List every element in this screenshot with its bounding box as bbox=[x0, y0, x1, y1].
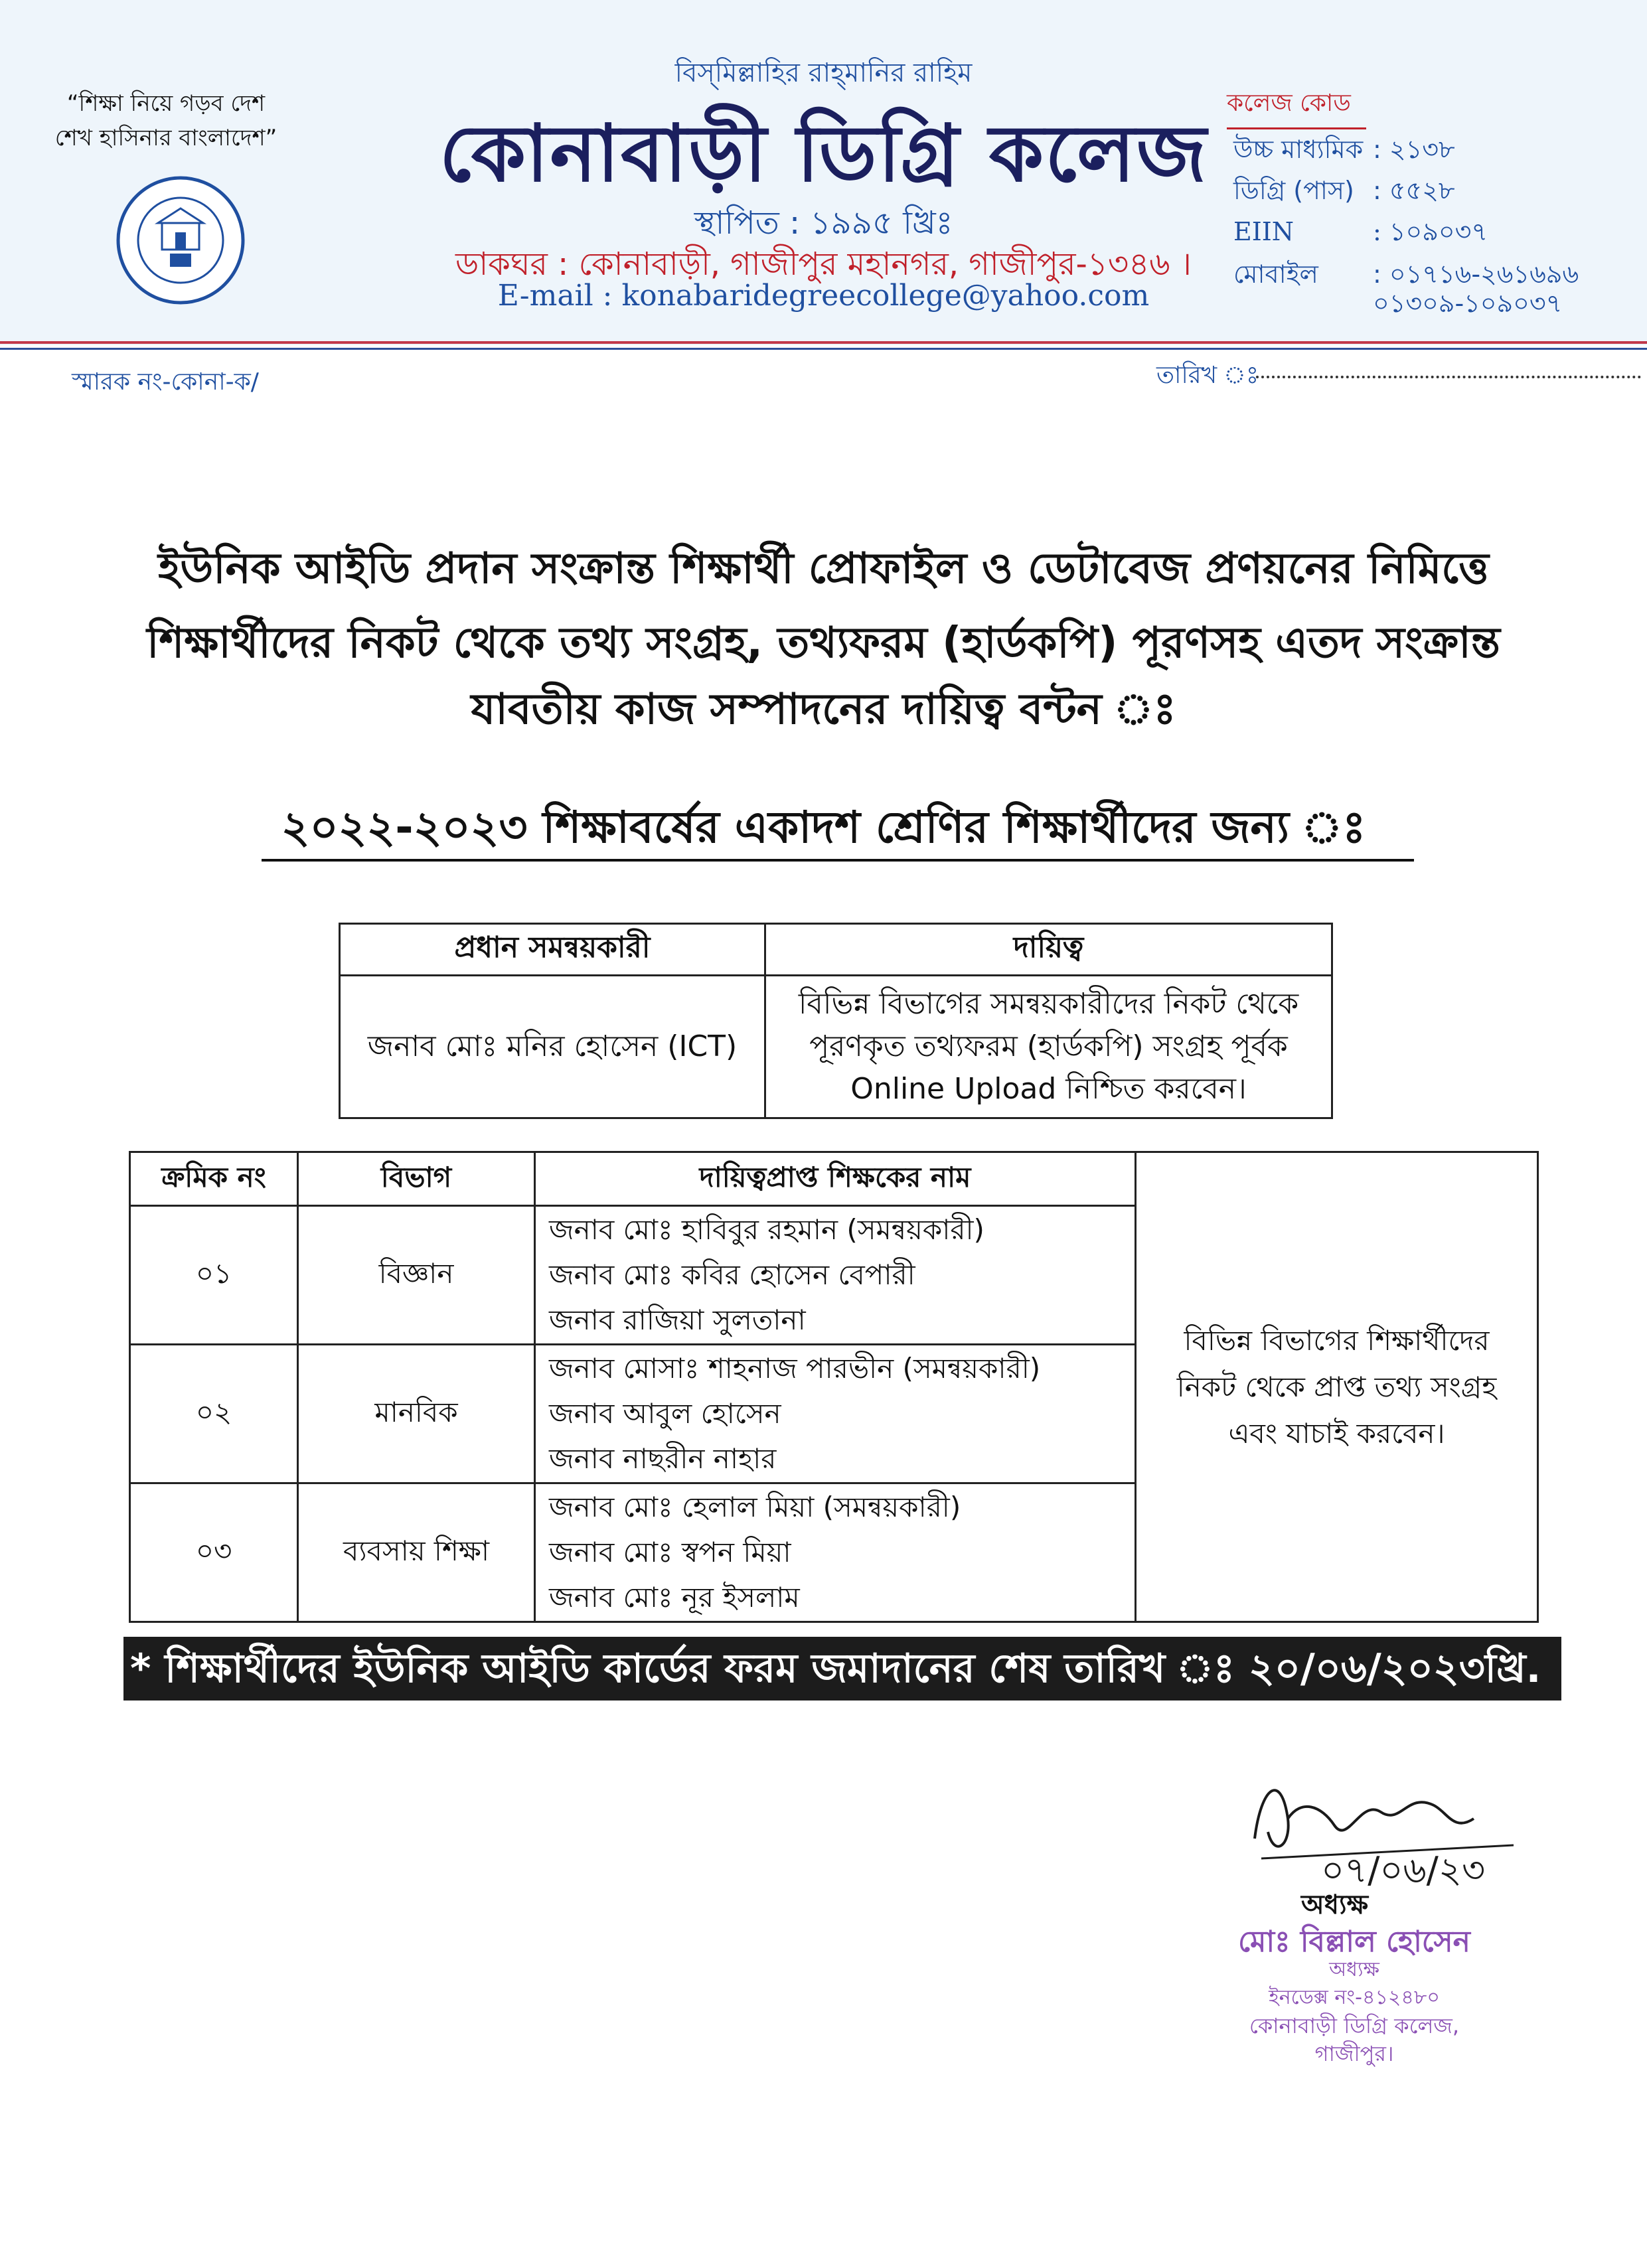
motto-line-2: শেখ হাসিনার বাংলাদেশ” bbox=[54, 125, 277, 151]
code-value: : ৫৫২৮ bbox=[1373, 176, 1455, 205]
college-codes-title: কলেজ কোড bbox=[1227, 85, 1366, 129]
teachers-cell bbox=[535, 1345, 1136, 1483]
duty-line: বিভিন্ন বিভাগের শিক্ষার্থীদের bbox=[1184, 1323, 1490, 1357]
college-logo bbox=[114, 174, 247, 307]
seal-title: অধ্যক্ষ bbox=[1329, 1958, 1379, 1981]
handwritten-date: ০৭/০৬/২৩ bbox=[1321, 1849, 1486, 1891]
coordinator-header: প্রধান সমন্বয়কারী bbox=[340, 924, 765, 976]
code-value: : ০১৭১৬-২৬১৬৯৬ bbox=[1373, 260, 1579, 289]
deadline-note: * শিক্ষার্থীদের ইউনিক আইডি কার্ডের ফরম জমাদানের শেষ তারিখ ঃ ২০/০৬/২০২৩খ্রি. bbox=[123, 1637, 1561, 1701]
teachers-cell bbox=[535, 1206, 1136, 1345]
postal-address: ডাকঘর : কোনাবাড়ী, গাজীপুর মহানগর, গাজীপুর-১৩৪৬ । bbox=[455, 246, 1192, 283]
department-duty bbox=[1136, 1152, 1538, 1622]
coordinator-table bbox=[339, 923, 1333, 1119]
subheading: ২০২২-২০২৩ শিক্ষাবর্ষের একাদশ শ্রেণির শিক্ষার্থীদের জন্য ঃ bbox=[281, 802, 1366, 853]
department-cell: মানবিক bbox=[298, 1345, 535, 1483]
duty-header: দায়িত্ব bbox=[765, 924, 1332, 976]
memo-number: স্মারক নং-কোনা-ক/ bbox=[72, 368, 259, 396]
college-name: কোনাবাড়ী ডিগ্রি কলেজ bbox=[439, 108, 1208, 199]
motto bbox=[40, 86, 292, 155]
teacher-name: জনাব মোঃ হাবিবুর রহমান (সমন্বয়কারী) bbox=[549, 1213, 984, 1246]
subheading-underline bbox=[262, 859, 1414, 862]
teacher-name: জনাব মোঃ নূর ইসলাম bbox=[549, 1581, 800, 1614]
seal-index: ইনডেক্স নং-৪১২৪৮০ bbox=[1269, 1986, 1440, 2009]
date-label: তারিখ ঃ bbox=[1156, 362, 1259, 389]
motto-line-1: “শিক্ষা নিয়ে গড়ব দেশ bbox=[66, 90, 266, 117]
teacher-name: জনাব মোঃ কবির হোসেন বেপারী bbox=[549, 1258, 915, 1291]
teachers-cell bbox=[535, 1483, 1136, 1622]
heading-line-3: যাবতীয় কাজ সম্পাদনের দায়িত্ব বন্টন ঃ bbox=[471, 685, 1176, 734]
principal-signature bbox=[1235, 1759, 1527, 1892]
code-row-hsc bbox=[1233, 130, 1455, 173]
serial-header: ক্রমিক নং bbox=[130, 1152, 298, 1206]
bismillah-text: বিস্‌মিল্লাহির রাহ্‌মানির রাহিম bbox=[674, 58, 973, 88]
college-email: E-mail : konabaridegreecollege@yahoo.com bbox=[497, 279, 1150, 313]
code-label: উচ্চ মাধ্যমিক bbox=[1233, 135, 1364, 164]
department-cell: বিজ্ঞান bbox=[298, 1206, 535, 1345]
teacher-name: জনাব রাজিয়া সুলতানা bbox=[549, 1304, 806, 1336]
teachers-header: দায়িত্বপ্রাপ্ত শিক্ষকের নাম bbox=[535, 1152, 1136, 1206]
duty-line: নিকট থেকে প্রাপ্ত তথ্য সংগ্রহ bbox=[1176, 1370, 1497, 1403]
heading-line-2: শিক্ষার্থীদের নিকট থেকে তথ্য সংগ্রহ, তথ্যফরম (হার্ডকপি) পূরণসহ এতদ সংক্রান্ত bbox=[147, 619, 1500, 668]
duty-line: এবং যাচাই করবেন। bbox=[1228, 1416, 1445, 1450]
code-value: : ২১৩৮ bbox=[1373, 135, 1455, 164]
code-row-degree bbox=[1233, 171, 1455, 214]
serial-cell: ০৩ bbox=[130, 1483, 298, 1622]
teacher-name: জনাব নাছরীন নাহার bbox=[549, 1442, 777, 1475]
principal-seal bbox=[1215, 1925, 1494, 2068]
duty-line: Online Upload নিশ্চিত করবেন। bbox=[850, 1072, 1247, 1106]
signature-designation: অধ্যক্ষ bbox=[1301, 1890, 1369, 1920]
code-label: মোবাইল bbox=[1233, 260, 1318, 289]
code-value: : ১০৯০৩৭ bbox=[1373, 217, 1488, 246]
seal-name: মোঃ বিল্লাল হোসেন bbox=[1238, 1925, 1470, 1959]
serial-cell: ০২ bbox=[130, 1345, 298, 1483]
code-label: ডিগ্রি (পাস) bbox=[1233, 176, 1354, 205]
teacher-name: জনাব আবুল হোসেন bbox=[549, 1397, 781, 1430]
department-header: বিভাগ bbox=[298, 1152, 535, 1206]
department-cell: ব্যবসায় শিক্ষা bbox=[298, 1483, 535, 1622]
heading-line-1: ইউনিক আইডি প্রদান সংক্রান্ত শিক্ষার্থী প্রোফাইল ও ডেটাবেজ প্রণয়নের নিমিত্তে bbox=[158, 544, 1489, 593]
seal-college: কোনাবাড়ী ডিগ্রি কলেজ, গাজীপুর। bbox=[1249, 2013, 1460, 2066]
date-dotted-line bbox=[1256, 376, 1641, 378]
duty-line: পূরণকৃত তথ্যফরম (হার্ডকপি) সংগ্রহ পূর্বক bbox=[809, 1029, 1288, 1063]
code-row-mobile-2 bbox=[1233, 284, 1562, 327]
teacher-name: জনাব মোঃ হেলাল মিয়া (সমন্বয়কারী) bbox=[549, 1491, 961, 1523]
coordinator-duty bbox=[765, 976, 1332, 1118]
established-year: স্থাপিত : ১৯৯৫ খ্রিঃ bbox=[694, 204, 953, 242]
teacher-name: জনাব মোঃ স্বপন মিয়া bbox=[549, 1536, 791, 1568]
code-row-eiin bbox=[1233, 212, 1488, 255]
letterhead-divider-blue bbox=[0, 348, 1647, 350]
teacher-name: জনাব মোসাঃ শাহনাজ পারভীন (সমন্বয়কারী) bbox=[549, 1352, 1041, 1385]
code-value: ০১৩০৯-১০৯০৩৭ bbox=[1373, 289, 1563, 318]
coordinator-name: জনাব মোঃ মনির হোসেন (ICT) bbox=[340, 976, 765, 1118]
department-table bbox=[129, 1151, 1539, 1623]
letterhead-divider-red bbox=[0, 341, 1647, 344]
code-label: EIIN bbox=[1233, 217, 1294, 246]
serial-cell: ০১ bbox=[130, 1206, 298, 1345]
duty-line: বিভিন্ন বিভাগের সমন্বয়কারীদের নিকট থেকে bbox=[798, 987, 1299, 1021]
